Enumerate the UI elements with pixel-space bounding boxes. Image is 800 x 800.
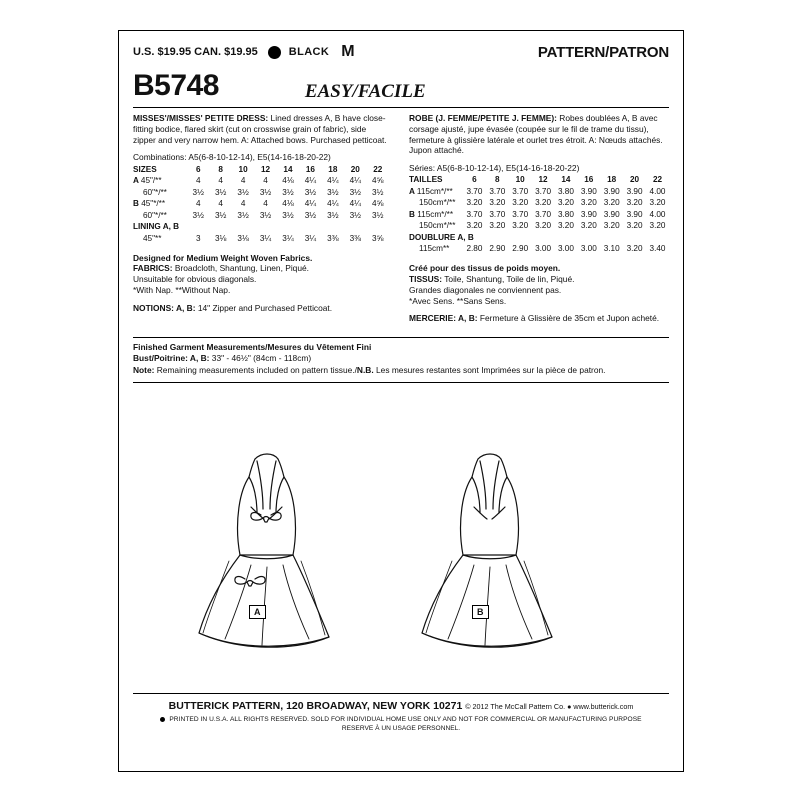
cell: 3½ [259, 187, 272, 197]
cell: 3.20 [512, 198, 529, 208]
english-description-body: Lined dresses A, B have close-fitting bodice, flared skirt (cut on crosswise grain of fabric), side zipper and very narrow hem. A: Attached bows. Purchased petticoat. [133, 113, 387, 145]
size-col-header: 6 [195, 164, 201, 174]
french-yardage-table [409, 175, 669, 256]
cell: 4¼ [304, 199, 317, 208]
fabric-width: 150cm*/** [419, 198, 456, 208]
cell: 3.20 [626, 221, 643, 231]
english-combinations: Combinations: A5(6-8-10-12-14), E5(14-16-18-20-22) [133, 152, 331, 163]
table-row [409, 198, 669, 210]
cell: 3½ [237, 210, 249, 220]
cell: 4 [195, 199, 201, 208]
table-row [133, 222, 389, 234]
cell: 4 [218, 176, 223, 185]
pattern-envelope-back [118, 30, 684, 772]
french-description [409, 113, 669, 156]
table-row [133, 164, 389, 176]
dress-illustrations-svg [133, 389, 671, 685]
cell: 4 [240, 176, 246, 185]
sizes-header: SIZES [133, 164, 157, 174]
copyright: © 2012 The McCall Pattern Co. ● www.butterick.com [465, 702, 634, 712]
cell: 2.90 [512, 244, 529, 254]
size-col-header: 12 [260, 164, 271, 174]
view-label: A [133, 176, 139, 185]
french-notions-block [409, 313, 669, 324]
cell: 3.20 [649, 221, 666, 231]
fabric-width: 115cm** [419, 244, 450, 254]
fabric-width: 60"*/** [143, 210, 167, 220]
cell: 3.40 [649, 244, 666, 254]
company-name: BUTTERICK PATTERN, 120 BROADWAY, NEW YORK 10271 [168, 700, 463, 713]
rights-text: PRINTED IN U.S.A. ALL RIGHTS RESERVED. SOLD FOR INDIVIDUAL HOME USE ONLY AND NOT FOR COMMERCIAL OR MANUFACTURING PURPOSE [169, 716, 642, 724]
cell: 3½ [259, 210, 272, 220]
cell: 3¼ [304, 233, 317, 243]
cell: 3.70 [466, 186, 483, 196]
cell: 4 [263, 199, 268, 208]
cell: 3.90 [626, 209, 643, 219]
cell: 3½ [327, 187, 339, 197]
fabric-width: 150cm*/** [419, 221, 456, 231]
difficulty-label: EASY/FACILE [304, 81, 426, 102]
cell: 3.20 [557, 221, 574, 231]
divider-art [133, 382, 669, 383]
cell: 3.20 [649, 198, 666, 208]
tissus-label: TISSUS: [409, 274, 443, 284]
mercerie-label: MERCERIE: A, B: [409, 313, 478, 324]
cell: 4.00 [649, 209, 666, 219]
bullet-icon [160, 717, 165, 722]
cell: 3.20 [512, 221, 529, 231]
cell: 3.00 [535, 244, 552, 254]
cell: 3½ [282, 210, 294, 220]
view-label: B [409, 209, 415, 219]
pattern-number: B5748 [133, 69, 219, 102]
size-col-header: 16 [305, 164, 315, 174]
note-label-fr: N.B. [356, 364, 374, 375]
tissus-note-1: Grandes diagonales ne conviennent pas. [409, 284, 562, 295]
cell: 3½ [372, 210, 384, 220]
divider-top [133, 107, 669, 108]
cell: 4 [240, 199, 246, 208]
cell: 2.80 [466, 244, 483, 254]
cell: 3.90 [603, 209, 620, 219]
size-col-header: 18 [328, 164, 338, 174]
cell: 3½ [349, 187, 361, 197]
table-row [409, 244, 669, 256]
finished-heading: Finished Garment Measurements/Mesures du Vêtement Fini [133, 342, 372, 352]
divider-footer [133, 693, 669, 694]
table-row [409, 221, 669, 233]
divider-finished [133, 337, 669, 338]
table-row [133, 176, 389, 188]
footer-company-line [133, 700, 669, 712]
pattern-patron-label: PATTERN/PATRON [537, 43, 669, 61]
french-description-title: ROBE (J. FEMME/PETITE J. FEMME): [409, 113, 557, 123]
bust-value: 33" - 46½" (84cm - 118cm) [209, 353, 312, 364]
cell: 3.20 [535, 198, 552, 208]
cell: 3.00 [557, 244, 574, 254]
color-label: BLACK [288, 46, 330, 58]
view-a-label: A [249, 605, 266, 619]
size-col-header: 18 [607, 175, 617, 185]
cell: 4¼ [327, 176, 339, 185]
cell: 2.90 [489, 244, 506, 254]
cell: 3.70 [512, 209, 529, 219]
french-column [401, 113, 669, 331]
size-col-header: 8 [218, 164, 223, 174]
cell: 4⅛ [282, 176, 294, 185]
line-drawings [133, 389, 669, 689]
cell: 3.90 [603, 186, 620, 196]
cell: 3.70 [489, 186, 506, 196]
finished-measurements [133, 342, 669, 376]
cell: 3⅛ [237, 233, 249, 243]
table-row [133, 210, 389, 222]
fabric-width: 115cm*/** [417, 209, 454, 219]
size-col-header: 12 [538, 175, 548, 185]
description-columns [133, 113, 669, 331]
english-column [133, 113, 401, 331]
note-label: Note: [133, 364, 155, 375]
cell: 3.20 [489, 221, 506, 231]
table-row [133, 199, 389, 211]
fabrics-body: Broadcloth, Shantung, Linen, Piqué. [172, 263, 309, 274]
cell: 3½ [304, 187, 317, 197]
cell: 3.80 [557, 186, 574, 196]
cell: 4 [195, 176, 201, 185]
cell: 3.90 [626, 186, 643, 196]
size-col-header: 14 [561, 175, 571, 185]
cell: 3⅝ [372, 233, 384, 243]
cell: 3.90 [580, 186, 597, 196]
cell: 3½ [327, 210, 339, 220]
english-fabric-block [133, 253, 389, 296]
french-fabric-block [409, 263, 669, 306]
table-row [409, 186, 669, 198]
cell: 3.20 [557, 198, 574, 208]
notions-label: NOTIONS: A, B: [133, 302, 196, 313]
table-row [409, 175, 669, 187]
note-body-fr: Les mesures restantes sont Imprimées sur la pièce de patron. [373, 364, 606, 375]
cell: 3.20 [580, 198, 597, 208]
cell: 3.20 [535, 221, 552, 231]
cell: 3½ [192, 210, 204, 220]
note-body: Remaining measurements included on pattern tissue./ [154, 364, 357, 375]
cell: 3.70 [535, 209, 552, 219]
cell: 3½ [237, 187, 249, 197]
french-description-body: Robes doublées A, B avec corsage ajusté, jupe évasée (coupée sur le fil de trame du tissu), fermeture à glissière latérale et ourlet tres étroit. A: Nœuds attachés. Jupon attaché. [409, 113, 663, 156]
cell: 3⅜ [327, 233, 339, 243]
finished-note [133, 365, 669, 376]
mercerie-body: Fermeture à Glissière de 35cm et Jupon acheté. [477, 313, 660, 324]
cell: 3.20 [626, 244, 643, 254]
cell: 3.20 [626, 198, 643, 208]
cell: 3.00 [580, 244, 597, 254]
footer-rights [133, 716, 669, 723]
cell: 3.80 [557, 209, 574, 219]
cell: 3½ [304, 210, 317, 220]
cell: 3⅜ [349, 233, 361, 243]
english-description [133, 113, 389, 145]
fabric-width: 45"** [143, 233, 162, 243]
cell: 3.10 [603, 244, 620, 254]
fabric-width: 115cm*/** [416, 186, 453, 196]
table-row [133, 233, 389, 245]
cell: 3.20 [580, 221, 597, 231]
view-label: A [409, 186, 415, 196]
cell: 4⅛ [282, 199, 294, 208]
size-col-header: 20 [350, 164, 360, 174]
fabrics-note-2: *With Nap. **Without Nap. [133, 284, 231, 295]
cell: 3½ [282, 187, 294, 197]
size-col-header: 10 [238, 164, 248, 174]
cell: 3.70 [512, 186, 529, 196]
cell: 3.70 [489, 209, 506, 219]
notions-body: 14" Zipper and Purchased Petticoat. [195, 302, 333, 313]
cell: 3½ [214, 210, 227, 220]
price-row [133, 43, 669, 61]
fabrics-label: FABRICS: [133, 263, 173, 274]
doublure-heading: DOUBLURE A, B [409, 232, 474, 242]
cell: 3½ [349, 210, 361, 220]
cell: 4¼ [304, 176, 317, 185]
size-col-header: 22 [652, 175, 663, 185]
french-series: Séries: A5(6-8-10-12-14), E5(14-16-18-20-22) [409, 163, 580, 173]
fabric-width: 45"/** [140, 176, 162, 185]
cell: 3¼ [282, 233, 294, 243]
tailles-header: TAILLES [409, 175, 443, 185]
table-row [133, 187, 389, 199]
french-designed-for: Créé pour des tissus de poids moyen. [409, 263, 561, 274]
cell: 4 [263, 176, 268, 185]
cell: 4¼ [349, 176, 361, 185]
cell: 3½ [372, 187, 384, 197]
cell: 3.20 [603, 221, 620, 231]
size-col-header: 10 [515, 175, 525, 185]
size-col-header: 20 [630, 175, 640, 185]
price-label: U.S. $19.95 CAN. $19.95 [133, 46, 258, 58]
tissus-note-2: *Avec Sens. **Sans Sens. [409, 295, 507, 306]
size-col-header: 8 [495, 175, 500, 185]
cell: 4.00 [649, 186, 666, 196]
cell: 3½ [192, 187, 204, 197]
cell: 4⅝ [372, 176, 384, 185]
cell: 4¼ [327, 199, 339, 208]
color-swatch-icon [268, 46, 281, 59]
cell: 3¼ [259, 233, 272, 243]
english-yardage-table [133, 164, 389, 245]
table-row [409, 232, 669, 244]
size-col-header: 6 [472, 175, 477, 185]
size-col-header: 16 [584, 175, 594, 185]
cell: 3.70 [535, 186, 552, 196]
table-row [409, 209, 669, 221]
finished-bust [133, 353, 669, 364]
view-label: B [133, 199, 139, 208]
view-b-label: B [472, 605, 489, 619]
size-col-header: 14 [283, 164, 293, 174]
fabric-width: 60"*/** [143, 187, 167, 197]
cell: 3½ [214, 187, 227, 197]
fabrics-note-1: Unsuitable for obvious diagonals. [133, 274, 257, 284]
tissus-body: Toile, Shantung, Toile de lin, Piqué. [442, 274, 575, 284]
footer-rights-fr: RESERVE À UN USAGE PERSONNEL. [341, 725, 461, 733]
cell: 3.20 [466, 198, 483, 208]
cell: 4¼ [349, 199, 361, 208]
english-description-title: MISSES'/MISSES' PETITE DRESS: [133, 113, 269, 123]
cell: 4⅝ [372, 199, 384, 208]
cell: 3.20 [466, 221, 483, 231]
cell: 3 [195, 233, 201, 243]
size-label: M [341, 43, 355, 60]
english-notions-block [133, 303, 389, 314]
cell: 4 [218, 199, 223, 208]
size-col-header: 22 [373, 164, 383, 174]
bust-label: Bust/Poitrine: A, B: [133, 353, 210, 364]
cell: 3.90 [580, 209, 597, 219]
english-designed-for: Designed for Medium Weight Woven Fabrics. [133, 252, 313, 263]
fabric-width: 45"*/** [141, 199, 166, 208]
cell: 3.20 [603, 198, 620, 208]
cell: 3.20 [489, 198, 506, 208]
cell: 3⅛ [214, 233, 227, 243]
lining-heading: LINING A, B [133, 222, 180, 231]
title-row [133, 67, 669, 101]
cell: 3.70 [466, 209, 483, 219]
